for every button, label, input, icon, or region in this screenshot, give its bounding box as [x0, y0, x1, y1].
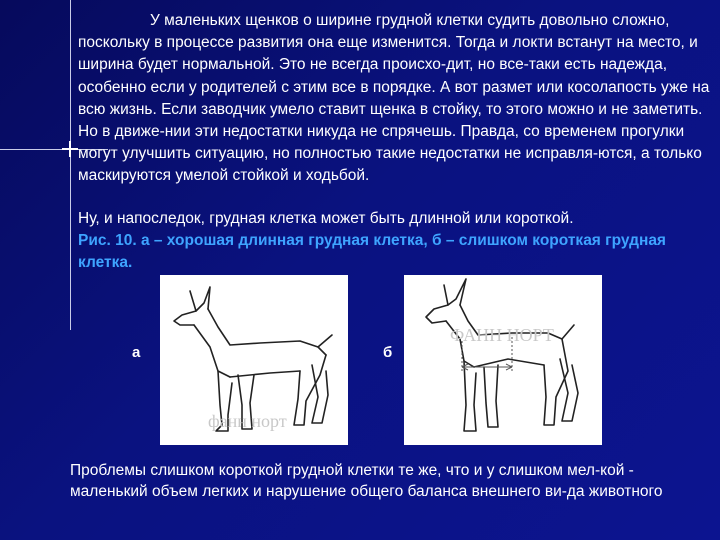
crosshair-ornament-icon: [66, 145, 74, 153]
main-paragraph: У маленьких щенков о ширине грудной клетки судить довольно сложно, поскольку в процессе развития она еще изменится. Тогда и локти встанут на место, и ширина будет нормальной. Это не всегда происхо-дит, но все-таки есть надежда, особенно если у родителей с этим все в порядке. А вот размет или косолапость уже на всю жизнь. Если заводчик умело ставит щенка в стойку, то этого можно и не заметить. Но в движе-нии эти недостатки никуда не спрячешь. Правда, со временем прогулки могут улучшить ситуацию, но полностью такие недостатки не исправля-ются, а только маскируются умелой стойкой и ходьбой.: [78, 12, 710, 185]
figure-caption: Рис. 10. а – хорошая длинная грудная клетка, б – слишком короткая грудная клетка.: [78, 232, 666, 271]
closing-paragraph: Ну, и напоследок, грудная клетка может быть длинной или короткой.: [78, 210, 574, 227]
figure-label-a: а: [132, 344, 141, 361]
figure-b-short-chest-dog: [404, 275, 602, 445]
bottom-paragraph: Проблемы слишком короткой грудной клетки те же, что и у слишком мел-кой - маленький объем легких и нарушение общего баланса внешнего ви-да животного: [70, 462, 663, 500]
dog-illustration-a: [160, 275, 348, 445]
watermark-a: фанн норт: [208, 411, 287, 431]
figure-a-long-chest-dog: [160, 275, 348, 445]
dog-illustration-b: [404, 275, 602, 445]
figure-label-b: б: [383, 344, 393, 361]
decorative-line-vertical: [70, 0, 71, 330]
watermark-b: ФАНН НОРТ: [450, 325, 554, 345]
